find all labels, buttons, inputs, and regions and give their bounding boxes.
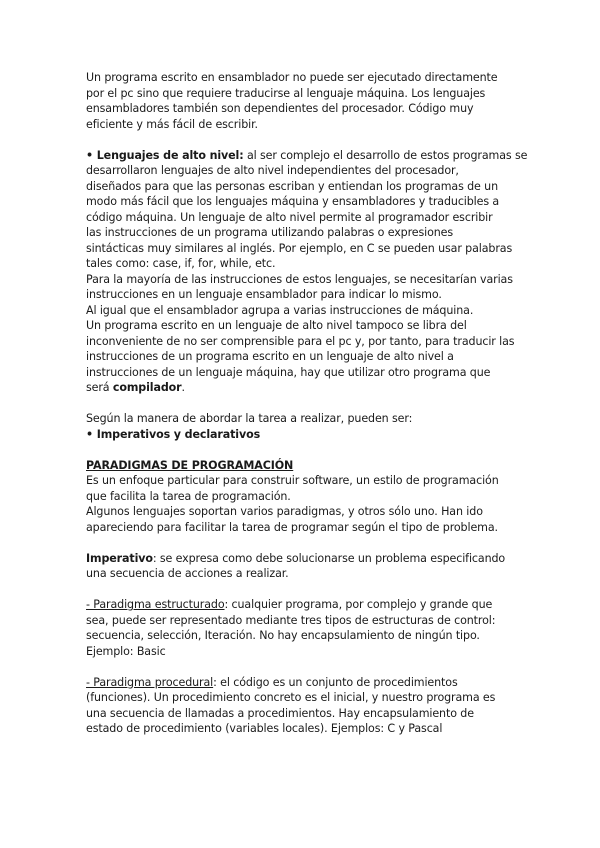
procedural-paragraph [86, 675, 520, 737]
text-line: inconveniente de no ser comprensible para el pc y, por tanto, para traducir las [86, 334, 515, 348]
text-line: instrucciones de un lenguaje máquina, hay que utilizar otro programa que [86, 365, 491, 379]
text-line: Para la mayoría de las instrucciones de estos lenguajes, se necesitarían varias [86, 272, 513, 286]
high-level-label: • Lenguajes de alto nivel: [86, 148, 244, 162]
structured-paragraph [86, 597, 520, 659]
text-line: apareciendo para facilitar la tarea de programar según el tipo de problema. [86, 520, 498, 534]
text-line: Al igual que el ensamblador agrupa a varias instrucciones de máquina. [86, 303, 474, 317]
text-line: Ejemplo: Basic [86, 644, 166, 658]
text-line: por el pc sino que requiere traducirse al lenguaje máquina. Los lenguajes [86, 86, 486, 100]
text-line [86, 427, 520, 443]
intro-paragraph [86, 70, 520, 132]
text-line: sintácticas muy similares al inglés. Por ejemplo, en C se pueden usar palabras [86, 241, 513, 255]
section-heading: PARADIGMAS DE PROGRAMACIÓN [86, 458, 294, 472]
text-line: estado de procedimiento (variables locales). Ejemplos: C y Pascal [86, 722, 443, 735]
text-line: eficiente y más fácil de escribir. [86, 117, 258, 131]
text-line: modo más fácil que los lenguajes máquina y ensambladores y traducibles a [86, 195, 500, 208]
text-line: código máquina. Un lenguaje de alto nivel permite al programador escribir [86, 210, 493, 224]
text-line: Es un enfoque particular para construir software, un estilo de programación [86, 474, 499, 487]
text-line: tales como: case, if, for, while, etc. [86, 257, 276, 270]
text-line: Algunos lenguajes soportan varios paradigmas, y otros sólo uno. Han ido [86, 505, 483, 518]
compilador-term: compilador [112, 381, 182, 394]
text-line: Imperativo: se expresa como debe solucionarse un problema especificando [86, 551, 506, 565]
approach-bullet: • Imperativos y declarativos [86, 427, 261, 441]
text-line: instrucciones de un programa escrito en un lenguaje de alto nivel a [86, 350, 454, 363]
text-line: una secuencia de acciones a realizar. [86, 567, 289, 580]
high-level-paragraph [86, 148, 528, 396]
text-line: sea, puede ser representado mediante tres tipos de estructuras de control: [86, 613, 496, 627]
text-line: (funciones). Un procedimiento concreto es el inicial, y nuestro programa es [86, 691, 496, 704]
text-line: que facilita la tarea de programación. [86, 489, 291, 503]
structured-label: - Paradigma estructurado [86, 598, 225, 611]
text-line: instrucciones en un lenguaje ensamblador para indicar lo mismo. [86, 288, 442, 301]
text-line: - Paradigma estructurado: cualquier programa, por complejo y grande que [86, 598, 493, 611]
approach-paragraph [86, 411, 520, 442]
text-line: una secuencia de llamadas a procedimientos. Hay encapsulamiento de [86, 706, 474, 720]
text-line: las instrucciones de un programa utilizando palabras o expresiones [86, 226, 454, 239]
text-line: secuencia, selección, Iteración. No hay encapsulamiento de ningún tipo. [86, 629, 480, 642]
text-line: ensambladores también son dependientes del procesador. Código muy [86, 102, 474, 115]
text-line: será compilador. [86, 381, 185, 394]
text-line: diseñados para que las personas escriban y entiendan los programas de un [86, 179, 498, 193]
text-line: • Lenguajes de alto nivel: al ser complejo el desarrollo de estos programas se [86, 148, 528, 162]
text-line: Un programa escrito en ensamblador no puede ser ejecutado directamente [86, 71, 498, 84]
text-line: Según la manera de abordar la tarea a realizar, pueden ser: [86, 412, 413, 425]
text-line: desarrollaron lenguajes de alto nivel independientes del procesador, [86, 164, 459, 177]
paradigms-section [86, 458, 520, 536]
imperative-paragraph [86, 551, 520, 582]
imperative-label: Imperativo [86, 551, 153, 565]
procedural-label: - Paradigma procedural [86, 675, 214, 689]
text-line: - Paradigma procedural: el código es un conjunto de procedimientos [86, 675, 458, 689]
text-line: Un programa escrito en un lenguaje de alto nivel tampoco se libra del [86, 319, 467, 332]
